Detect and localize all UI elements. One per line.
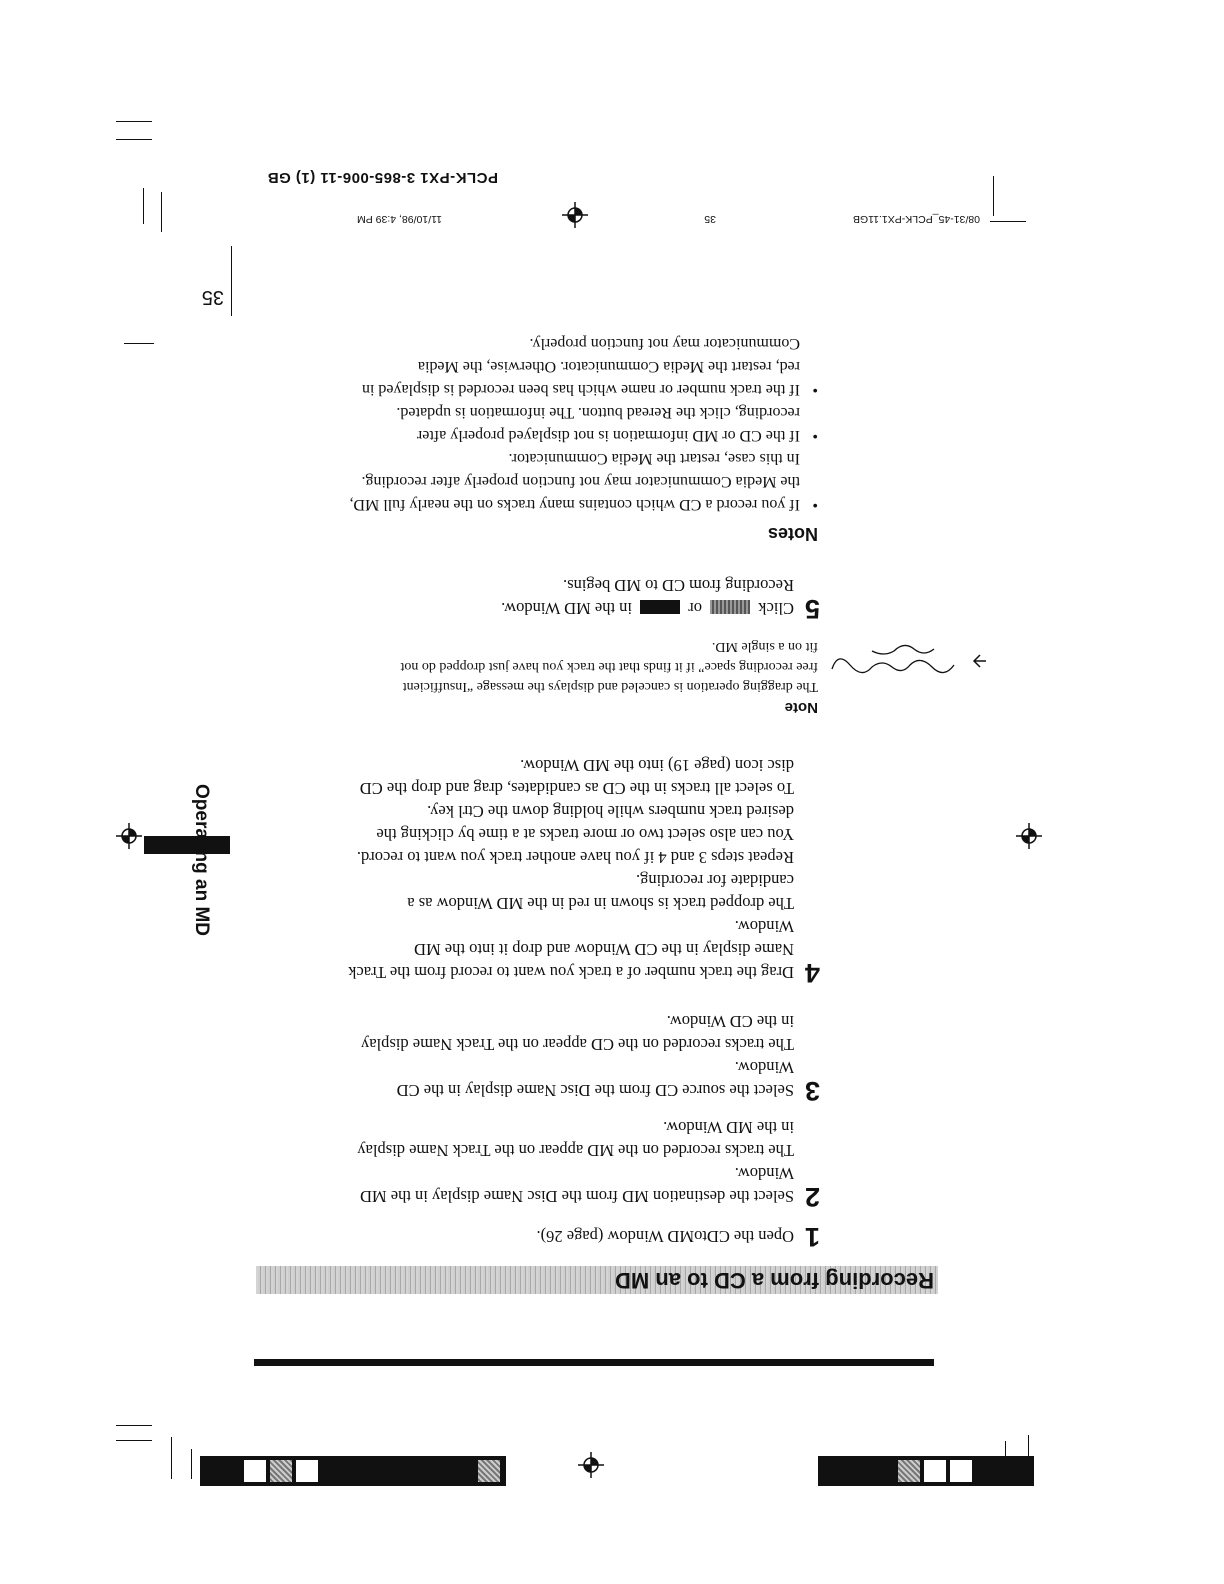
color-bar bbox=[200, 1456, 506, 1486]
footer-date: 11/10/98, 4:39 PM bbox=[356, 213, 442, 225]
side-tab-label: Operating an MD bbox=[191, 784, 212, 937]
notes-list bbox=[258, 332, 818, 516]
color-bar bbox=[818, 1456, 1034, 1486]
page-number: 35 bbox=[201, 286, 224, 308]
step-number: 5 bbox=[804, 594, 820, 624]
step-2: Select the destination MD from the Disc Name display in the MD Window. The tracks recorded on the MD appear on the Track Name display in the MD Window. bbox=[357, 1118, 794, 1206]
crop-mark bbox=[116, 1440, 152, 1441]
record-button-icon bbox=[710, 600, 750, 614]
job-code: PCLK-PX1 3-865-006-11 (1) GB bbox=[267, 169, 498, 186]
crop-mark bbox=[116, 1425, 152, 1426]
crop-mark bbox=[993, 176, 994, 216]
step-5: Click or in the MD Window. Recording from CD to MD begins. bbox=[501, 576, 794, 618]
crop-mark bbox=[171, 1437, 172, 1479]
section-title: Recording from a CD to an MD bbox=[614, 1268, 934, 1293]
heading-rule bbox=[254, 1359, 934, 1366]
registration-mark-icon bbox=[116, 823, 142, 849]
handwritten-annotation-icon bbox=[804, 639, 994, 689]
registration-mark-icon bbox=[1016, 823, 1042, 849]
step-number: 3 bbox=[804, 1076, 820, 1106]
note-heading: Note bbox=[784, 699, 818, 716]
notes-heading: Notes bbox=[767, 524, 818, 544]
list-item: • If the track number or name which has been recorded is displayed in red, restart the Media Communicator. Otherwise, the Media Communicator may not function properly. bbox=[258, 332, 818, 401]
step-number: 4 bbox=[804, 958, 820, 988]
crop-mark bbox=[116, 139, 152, 140]
footer-page: 35 bbox=[704, 213, 716, 225]
registration-mark-icon bbox=[562, 202, 588, 228]
step-1: Open the CDtoMD Window (page 26). bbox=[536, 1227, 794, 1246]
crop-mark bbox=[990, 221, 1026, 222]
crop-mark bbox=[143, 188, 144, 224]
page-number-rule bbox=[231, 246, 232, 316]
list-item: • If you record a CD which contains many tracks on the nearly full MD, the Media Communicator may not function properly after recording. In this case, restart the Media Communicator. bbox=[258, 447, 818, 516]
list-item: • If the CD or MD information is not displayed properly after recording, click the Reread button. The information is updated. bbox=[258, 401, 818, 447]
crop-mark bbox=[124, 343, 154, 344]
play-record-button-icon bbox=[640, 600, 680, 614]
crop-mark bbox=[161, 192, 162, 232]
step-number: 2 bbox=[804, 1182, 820, 1212]
registration-mark-icon bbox=[578, 1452, 604, 1478]
footer-file: 08/31-45_PCLK-PX1.11GB bbox=[852, 213, 980, 225]
section-title-bar bbox=[256, 1266, 938, 1294]
crop-mark bbox=[191, 1449, 192, 1479]
step-number: 1 bbox=[804, 1222, 820, 1252]
note-body: The dragging operation is canceled and displays the message “Insufficient free recording space” if it finds that the track you have just dropped do not fit on a single MD. bbox=[400, 639, 818, 694]
step-3: Select the source CD from the Disc Name display in the CD Window. The tracks recorded on the CD appear on the Track Name display in the CD Window. bbox=[361, 1012, 794, 1100]
step-4: Drag the track number of a track you want to record from the Track Name display in the CD Window and drop it into the MD Window. The dropped track is shown in red in the MD Window as a candidate for recording. Repeat steps 3 and 4 if you have another track you want to record. You can also select two or more tracks at a time by clicking the desired track numbers while holding down the Ctrl key. To select all tracks in the CD as candidates, drag and drop the CD disc icon (page 19) into the MD Window. bbox=[348, 756, 794, 982]
crop-mark bbox=[116, 121, 152, 122]
